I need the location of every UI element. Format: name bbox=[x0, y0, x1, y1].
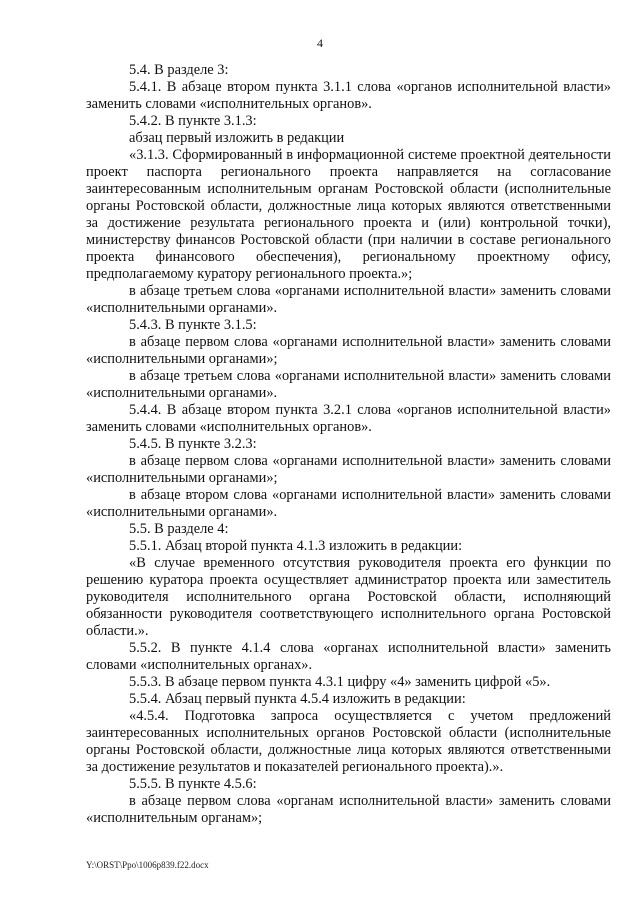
paragraph-5-5-5: 5.5.5. В пункте 4.5.6: bbox=[129, 776, 257, 792]
paragraph-third-abzac: в абзаце третьем слова «органами исполнительной власти» заменить словами «исполнительными органами». bbox=[86, 283, 611, 316]
paragraph-quote-4-5-4: «4.5.4. Подготовка запроса осуществляется с учетом предложений заинтересованных исполнительных органов Ростовской области (исполнительные органы Ростовской области, должностные лица которых являются ответственными за достижение результатов и показателей регионального проекта).». bbox=[86, 708, 611, 775]
page-number: 4 bbox=[317, 36, 323, 50]
paragraph-5-4-3: 5.4.3. В пункте 3.1.5: bbox=[129, 317, 257, 333]
paragraph-5-4-3-third: в абзаце третьем слова «органами исполнительной власти» заменить словами «исполнительными органами». bbox=[86, 368, 611, 401]
paragraph-5-4-3-first: в абзаце первом слова «органами исполнительной власти» заменить словами «исполнительными органами»; bbox=[86, 334, 611, 367]
paragraph-quote-4-1-3: «В случае временного отсутствия руководителя проекта его функции по решению куратора проекта осуществляет администратор проекта или заместитель руководителя исполнительного органа Ростовской области, исполняющий обязанности руководителя соответствующего исполнительного органа Ростовской области.». bbox=[86, 555, 611, 639]
paragraph-5-4-2: 5.4.2. В пункте 3.1.3: bbox=[129, 113, 257, 129]
document-body bbox=[86, 62, 611, 827]
footer-file-path: Y:\ORST\Ppo\1006p839.f22.docx bbox=[86, 860, 209, 870]
paragraph-section-5-5: 5.5. В разделе 4: bbox=[129, 521, 229, 537]
paragraph-5-5-1: 5.5.1. Абзац второй пункта 4.1.3 изложить в редакции: bbox=[129, 538, 463, 554]
paragraph-5-4-5: 5.4.5. В пункте 3.2.3: bbox=[129, 436, 257, 452]
paragraph-section-5-4: 5.4. В разделе 3: bbox=[129, 62, 229, 78]
paragraph-5-5-3: 5.5.3. В абзаце первом пункта 4.3.1 цифру «4» заменить цифрой «5». bbox=[129, 674, 551, 690]
paragraph-5-4-5-second: в абзаце втором слова «органами исполнительной власти» заменить словами «исполнительными органами». bbox=[86, 487, 611, 520]
paragraph-5-5-4: 5.5.4. Абзац первый пункта 4.5.4 изложить в редакции: bbox=[129, 691, 466, 707]
paragraph-5-5-5-first: в абзаце первом слова «органам исполнительной власти» заменить словами «исполнительным органам»; bbox=[86, 793, 611, 826]
paragraph-5-4-4: 5.4.4. В абзаце втором пункта 3.2.1 слова «органов исполнительной власти» заменить словами «исполнительных органов». bbox=[86, 402, 611, 435]
paragraph-first-abzac: абзац первый изложить в редакции bbox=[129, 130, 345, 146]
paragraph-5-5-2: 5.5.2. В пункте 4.1.4 слова «органах исполнительной власти» заменить словами «исполнительных органах». bbox=[86, 640, 611, 673]
paragraph-5-4-5-first: в абзаце первом слова «органами исполнительной власти» заменить словами «исполнительными органами»; bbox=[86, 453, 611, 486]
paragraph-5-4-1: 5.4.1. В абзаце втором пункта 3.1.1 слова «органов исполнительной власти» заменить словами «исполнительных органов». bbox=[86, 79, 611, 112]
paragraph-quote-3-1-3: «3.1.3. Сформированный в информационной системе проектной деятельности проект паспорта регионального проекта направляется на согласование заинтересованным исполнительным органам Ростовской области (исполнительные органы Ростовской области, должностные лица которых являются ответственными за достижение результата регионального проекта и (или) контрольной точки), министерству финансов Ростовской области (при наличии в составе регионального проекта финансового обеспечения), региональному проектному офису, предполагаемому куратору регионального проекта.»; bbox=[86, 147, 611, 282]
